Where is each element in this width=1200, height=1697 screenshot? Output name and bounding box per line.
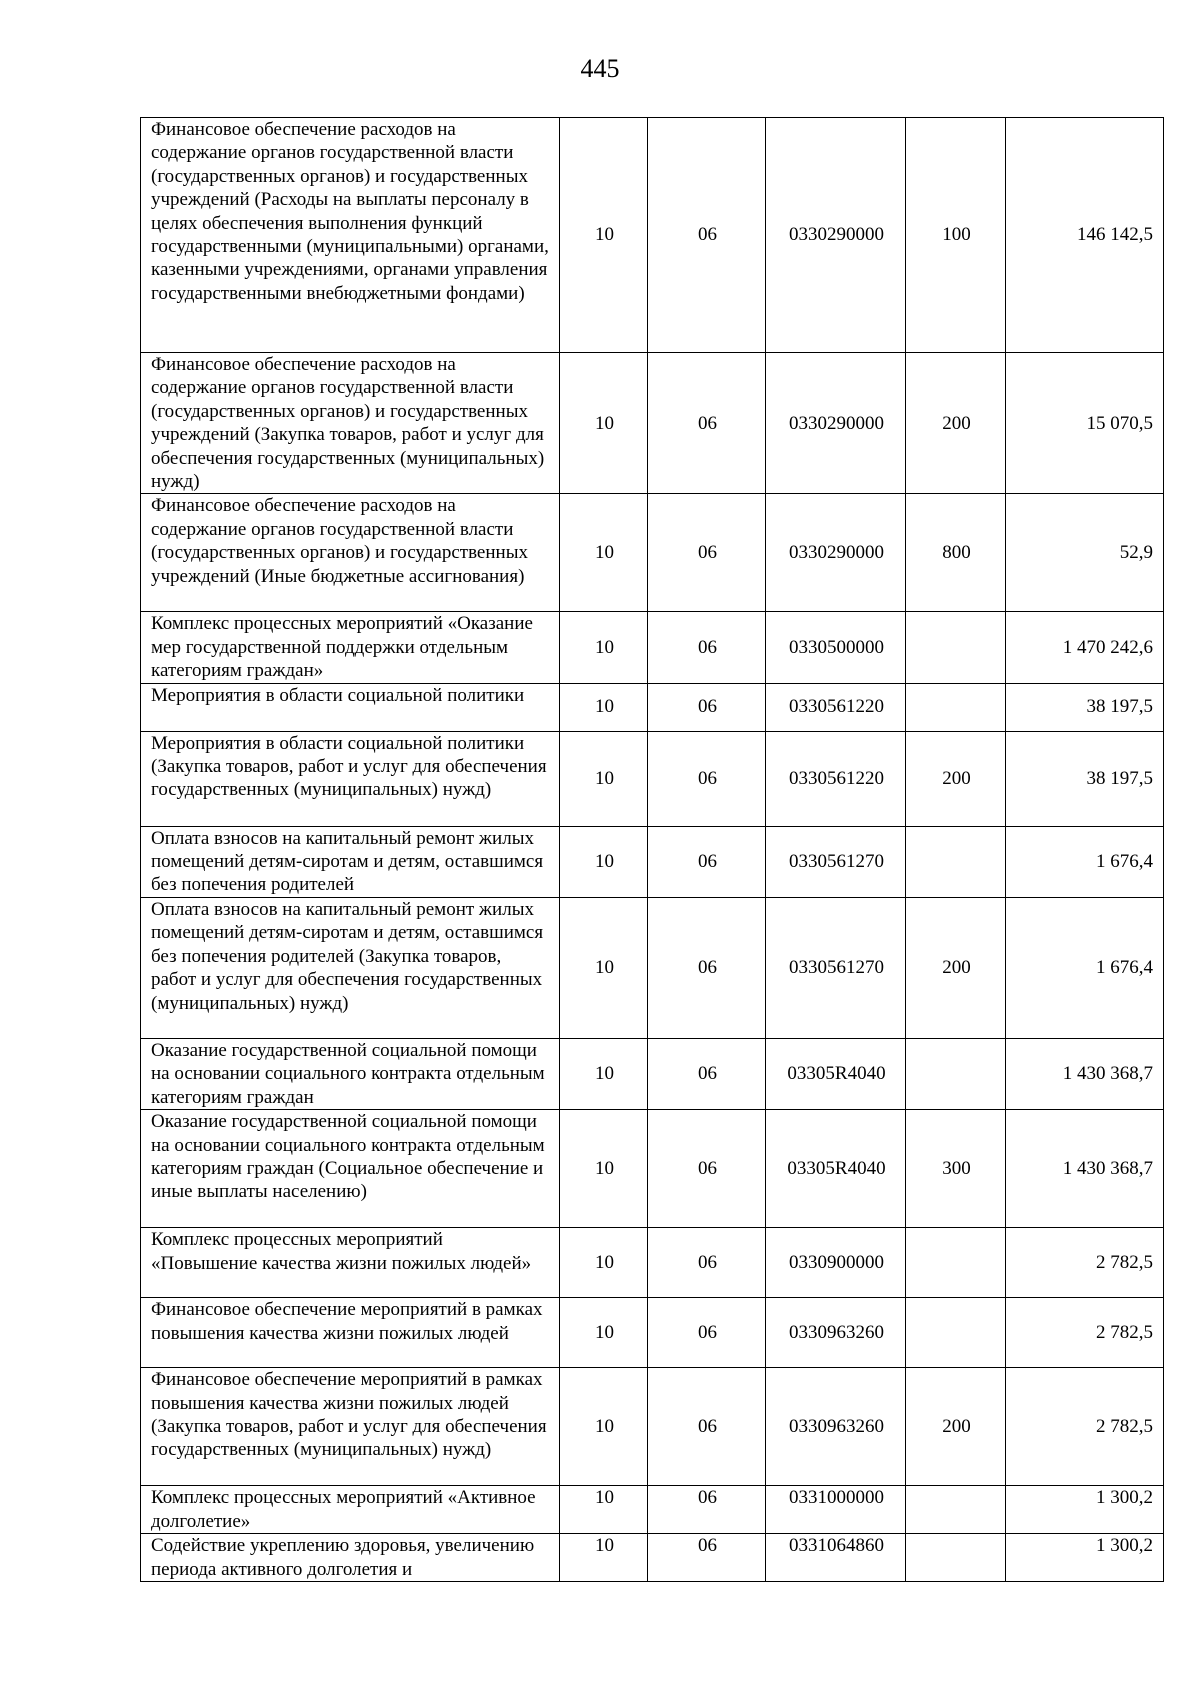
target-article-code: 0330290000: [766, 494, 906, 612]
section-code: 10: [560, 1486, 648, 1534]
expense-type-code: 200: [906, 897, 1006, 1038]
table-row: [141, 494, 1164, 612]
expense-type-code: [906, 1228, 1006, 1298]
row-description: Финансовое обеспечение расходов на содержание органов государственной власти (государственных органов) и государственных учреждений (Расходы на выплаты персоналу в целях обеспечения выполнения функций государственными (муниципальными) органами, казенными учреждениями, органами управления государственными внебюджетными фондами): [141, 118, 560, 353]
section-code: 10: [560, 1228, 648, 1298]
table-row: [141, 731, 1164, 826]
target-article-code: 0330290000: [766, 353, 906, 494]
table-row: [141, 1298, 1164, 1368]
expense-type-code: [906, 683, 1006, 731]
subsection-code: 06: [648, 1298, 766, 1368]
section-code: 10: [560, 731, 648, 826]
section-code: 10: [560, 612, 648, 683]
expense-type-code: 200: [906, 731, 1006, 826]
section-code: 10: [560, 353, 648, 494]
row-description: Финансовое обеспечение мероприятий в рамках повышения качества жизни пожилых людей: [141, 1298, 560, 1368]
section-code: 10: [560, 897, 648, 1038]
target-article-code: 0330290000: [766, 118, 906, 353]
subsection-code: 06: [648, 612, 766, 683]
section-code: 10: [560, 683, 648, 731]
target-article-code: 0330500000: [766, 612, 906, 683]
row-description: Финансовое обеспечение расходов на содержание органов государственной власти (государственных органов) и государственных учреждений (Иные бюджетные ассигнования): [141, 494, 560, 612]
amount: 1 300,2: [1006, 1486, 1164, 1534]
expense-type-code: 100: [906, 118, 1006, 353]
target-article-code: 0330963260: [766, 1298, 906, 1368]
target-article-code: 0330561220: [766, 731, 906, 826]
row-description: Комплекс процессных мероприятий «Активное долголетие»: [141, 1486, 560, 1534]
subsection-code: 06: [648, 1368, 766, 1486]
amount: 1 430 368,7: [1006, 1038, 1164, 1109]
table-row: [141, 118, 1164, 353]
subsection-code: 06: [648, 118, 766, 353]
amount: 1 300,2: [1006, 1534, 1164, 1582]
expense-type-code: [906, 826, 1006, 897]
amount: 2 782,5: [1006, 1368, 1164, 1486]
section-code: 10: [560, 1038, 648, 1109]
subsection-code: 06: [648, 353, 766, 494]
expense-type-code: [906, 1486, 1006, 1534]
row-description: Финансовое обеспечение расходов на содержание органов государственной власти (государственных органов) и государственных учреждений (Закупка товаров, работ и услуг для обеспечения государственных (муниципальных) нужд): [141, 353, 560, 494]
section-code: 10: [560, 1110, 648, 1228]
row-description: Оказание государственной социальной помощи на основании социального контракта отдельным категориям граждан (Социальное обеспечение и иные выплаты населению): [141, 1110, 560, 1228]
budget-table: [140, 117, 1164, 1582]
target-article-code: 03305R4040: [766, 1038, 906, 1109]
target-article-code: 0330900000: [766, 1228, 906, 1298]
amount: 2 782,5: [1006, 1298, 1164, 1368]
amount: 38 197,5: [1006, 731, 1164, 826]
row-description: Оказание государственной социальной помощи на основании социального контракта отдельным категориям граждан: [141, 1038, 560, 1109]
amount: 38 197,5: [1006, 683, 1164, 731]
row-description: Комплекс процессных мероприятий «Повышение качества жизни пожилых людей»: [141, 1228, 560, 1298]
target-article-code: 0330561220: [766, 683, 906, 731]
expense-type-code: [906, 1298, 1006, 1368]
table-row: [141, 1228, 1164, 1298]
row-description: Мероприятия в области социальной политики: [141, 683, 560, 731]
section-code: 10: [560, 1298, 648, 1368]
subsection-code: 06: [648, 1038, 766, 1109]
subsection-code: 06: [648, 683, 766, 731]
table-row: [141, 1534, 1164, 1582]
row-description: Финансовое обеспечение мероприятий в рамках повышения качества жизни пожилых людей (Закупка товаров, работ и услуг для обеспечения государственных (муниципальных) нужд): [141, 1368, 560, 1486]
table-row: [141, 826, 1164, 897]
subsection-code: 06: [648, 494, 766, 612]
page-number: 445: [580, 54, 620, 83]
target-article-code: 0330963260: [766, 1368, 906, 1486]
expense-type-code: [906, 1038, 1006, 1109]
subsection-code: 06: [648, 1534, 766, 1582]
section-code: 10: [560, 1534, 648, 1582]
amount: 15 070,5: [1006, 353, 1164, 494]
amount: 2 782,5: [1006, 1228, 1164, 1298]
row-description: Оплата взносов на капитальный ремонт жилых помещений детям-сиротам и детям, оставшимся без попечения родителей (Закупка товаров, работ и услуг для обеспечения государственных (муниципальных) нужд): [141, 897, 560, 1038]
subsection-code: 06: [648, 731, 766, 826]
subsection-code: 06: [648, 826, 766, 897]
subsection-code: 06: [648, 1228, 766, 1298]
target-article-code: 03305R4040: [766, 1110, 906, 1228]
amount: 1 430 368,7: [1006, 1110, 1164, 1228]
table-row: [141, 1038, 1164, 1109]
table-row: [141, 897, 1164, 1038]
amount: 1 676,4: [1006, 897, 1164, 1038]
target-article-code: 0331000000: [766, 1486, 906, 1534]
table-row: [141, 612, 1164, 683]
expense-type-code: 800: [906, 494, 1006, 612]
subsection-code: 06: [648, 1110, 766, 1228]
target-article-code: 0330561270: [766, 826, 906, 897]
section-code: 10: [560, 118, 648, 353]
table-row: [141, 1110, 1164, 1228]
expense-type-code: 200: [906, 353, 1006, 494]
target-article-code: 0330561270: [766, 897, 906, 1038]
section-code: 10: [560, 1368, 648, 1486]
row-description: Комплекс процессных мероприятий «Оказание мер государственной поддержки отдельным категориям граждан»: [141, 612, 560, 683]
section-code: 10: [560, 494, 648, 612]
amount: 1 676,4: [1006, 826, 1164, 897]
table-row: [141, 1368, 1164, 1486]
subsection-code: 06: [648, 1486, 766, 1534]
amount: 52,9: [1006, 494, 1164, 612]
row-description: Оплата взносов на капитальный ремонт жилых помещений детям-сиротам и детям, оставшимся без попечения родителей: [141, 826, 560, 897]
section-code: 10: [560, 826, 648, 897]
amount: 146 142,5: [1006, 118, 1164, 353]
amount: 1 470 242,6: [1006, 612, 1164, 683]
row-description: Содействие укреплению здоровья, увеличению периода активного долголетия и: [141, 1534, 560, 1582]
table-row: [141, 683, 1164, 731]
subsection-code: 06: [648, 897, 766, 1038]
expense-type-code: [906, 1534, 1006, 1582]
expense-type-code: 300: [906, 1110, 1006, 1228]
row-description: Мероприятия в области социальной политики (Закупка товаров, работ и услуг для обеспечения государственных (муниципальных) нужд): [141, 731, 560, 826]
table-row: [141, 1486, 1164, 1534]
table-row: [141, 353, 1164, 494]
expense-type-code: 200: [906, 1368, 1006, 1486]
target-article-code: 0331064860: [766, 1534, 906, 1582]
expense-type-code: [906, 612, 1006, 683]
